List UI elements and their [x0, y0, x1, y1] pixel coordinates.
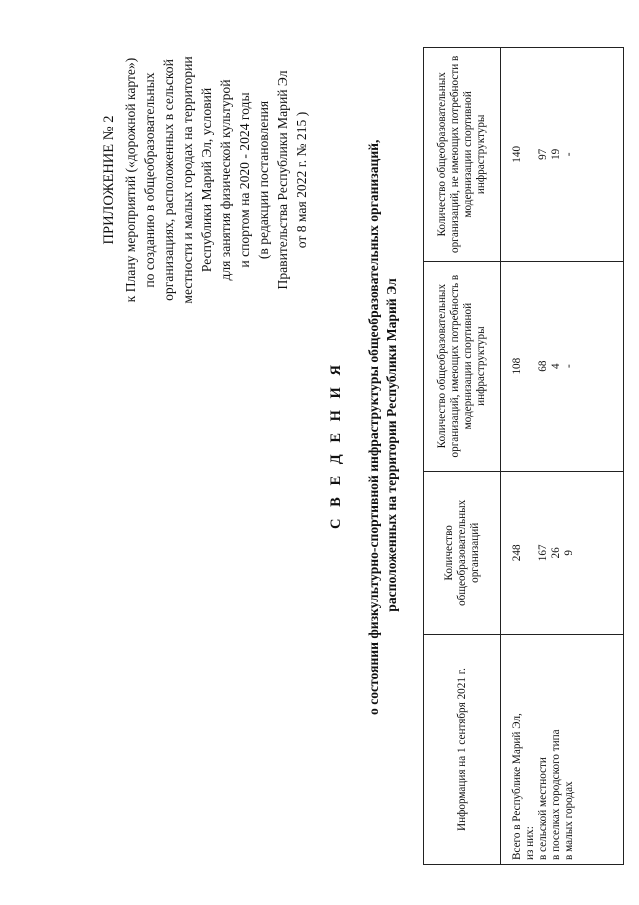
no-need-cell [501, 48, 624, 262]
heading-title: С В Е Д Е Н И Я [328, 361, 344, 529]
appendix-line: от 8 мая 2022 г. № 215 ) [294, 111, 309, 249]
document-heading [328, 139, 401, 715]
no-need-rural: 97 [537, 148, 549, 160]
total-orgs-cell [501, 471, 624, 634]
appendix-block [100, 0, 311, 360]
heading-subtitle-line-1: о состоянии физкультурно-спортивной инфраструктуры общеобразовательных организаций, [366, 139, 381, 715]
appendix-line: Правительства Республики Марий Эл [275, 70, 290, 290]
label-total: Всего в Республике Марий Эл, [511, 713, 523, 860]
appendix-line: к Плану мероприятий («дорожной карте») [123, 57, 138, 303]
appendix-title: ПРИЛОЖЕНИЕ № 2 [101, 115, 117, 245]
table-row [501, 48, 624, 865]
stats-table [423, 47, 624, 865]
need-total: 108 [511, 357, 523, 375]
heading-subtitle-line-2: расположенных на территории Республики Марий Эл [384, 278, 399, 612]
label-rural: в сельской местности [537, 757, 549, 860]
appendix-line: по созданию в общеобразовательных [142, 72, 157, 288]
need-cell [501, 261, 624, 471]
row-labels-cell [501, 635, 624, 865]
total-orgs-rural: 167 [537, 544, 549, 562]
appendix-line: (в редакции постановления [256, 100, 271, 260]
header-info-date: Информация на 1 сентября 2021 г. [424, 635, 501, 865]
header-need-modernization: Количество общеобразовательных организаций, имеющих потребность в модернизации спортивной инфраструктуры [424, 261, 501, 471]
label-of-them: из них: [524, 826, 536, 860]
appendix-line: и спортом на 2020 - 2024 годы [237, 92, 252, 268]
appendix-line: Республики Марий Эл, условий [199, 87, 214, 273]
total-orgs-small-towns: 9 [563, 550, 575, 556]
appendix-line: для занятия физической культурой [218, 79, 233, 281]
header-total-orgs: Количество общеобразовательных организаций [424, 471, 501, 634]
label-small-towns: в малых городах [563, 781, 575, 860]
no-need-urban: 19 [550, 148, 562, 160]
appendix-line: местности и малых городах на территории [180, 56, 195, 304]
no-need-total: 140 [511, 145, 523, 163]
need-urban: 4 [550, 363, 562, 369]
need-small-towns: - [563, 364, 575, 368]
header-no-need-modernization: Количество общеобразовательных организаций, не имеющих потребности в модернизации спортивной инфраструктуры [424, 48, 501, 262]
label-urban-settlements: в поселках городского типа [550, 729, 562, 860]
need-rural: 68 [537, 360, 549, 372]
table-header-row [424, 48, 501, 865]
total-orgs-urban: 26 [550, 547, 562, 559]
appendix-line: организациях, расположенных в сельской [161, 59, 176, 301]
no-need-small-towns: - [563, 152, 575, 157]
total-orgs-total: 248 [511, 544, 523, 562]
